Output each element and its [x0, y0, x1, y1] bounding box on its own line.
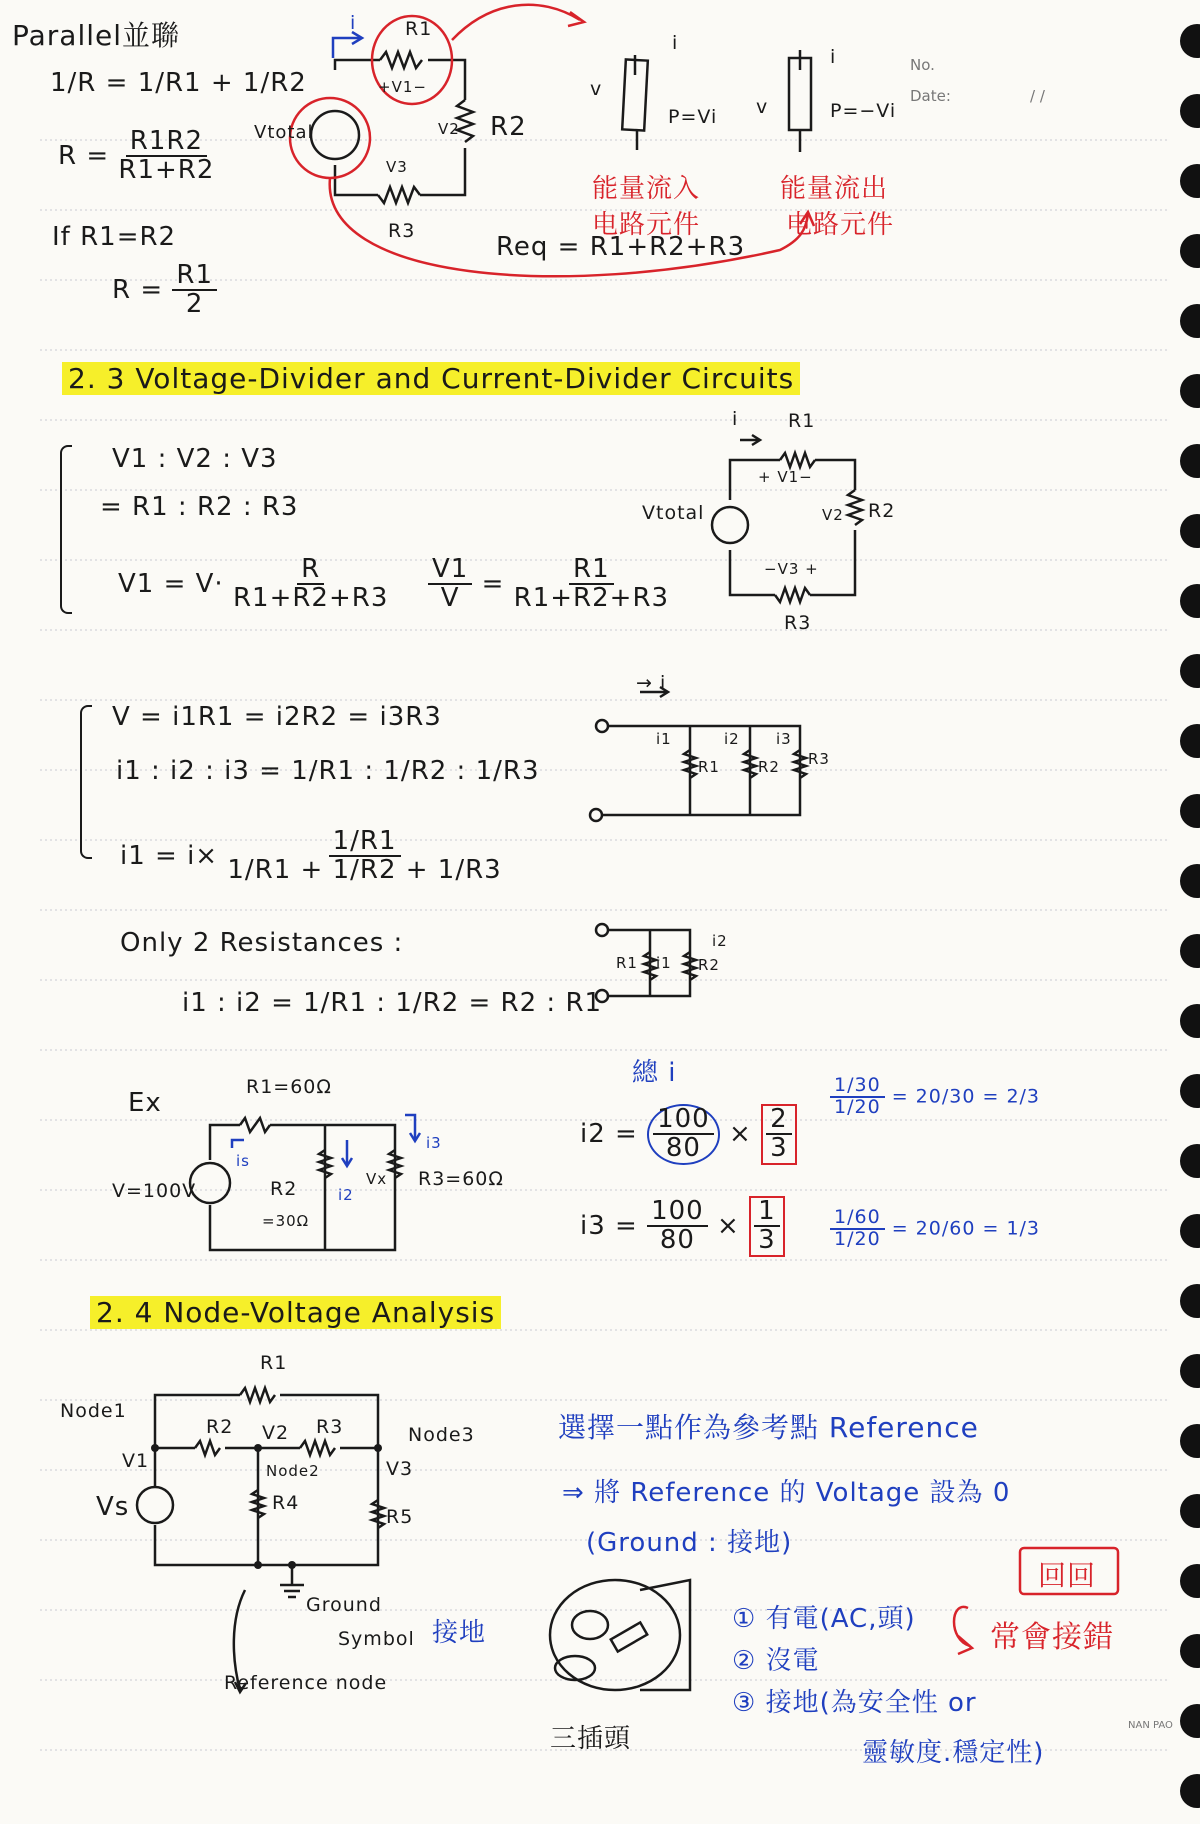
example-r2: R2: [270, 1178, 298, 1200]
example-total-i: 總 i: [632, 1058, 677, 1088]
series-v1: +V1−: [378, 78, 427, 96]
plug-label: 三插頭: [550, 1724, 632, 1754]
power-in-label1: 能量流入: [592, 174, 701, 204]
vdiv-circuit-v1: + V1−: [758, 468, 813, 486]
note-item1: ① 有電(AC,頭): [732, 1604, 916, 1634]
cdiv-line4: i1 : i2 = 1/R1 : 1/R2 = R2 : R1: [182, 988, 603, 1018]
ground-label: Ground: [306, 1594, 382, 1616]
node-r1: R1: [260, 1352, 288, 1374]
example-label: Ex: [128, 1088, 162, 1118]
node3-label: Node3: [408, 1424, 475, 1446]
example-i2: i2: [338, 1186, 354, 1204]
cdiv-line1: V = i1R1 = i2R2 = i3R3: [112, 702, 442, 732]
section-2-3-title: 2. 3 Voltage-Divider and Current-Divider Circuits: [62, 362, 800, 395]
example-ratio2: $\frac{1/60}{1/20}$ = 20/60 = 1/3: [830, 1208, 1040, 1250]
node-v1: V1: [122, 1450, 150, 1472]
power-v-in: v: [590, 78, 603, 100]
series-v2: V2: [438, 120, 460, 138]
cdiv-circuit-i1: i1: [656, 730, 672, 748]
node-r3: R3: [316, 1416, 344, 1438]
power-v-out: v: [756, 96, 769, 118]
note-box-text: 回回: [1038, 1559, 1097, 1592]
note-item2: ② 沒電: [732, 1646, 820, 1676]
series-v3: V3: [386, 158, 408, 176]
power-i-in: i: [672, 32, 679, 54]
cdiv-line3: i1 = i× $\frac{1/R1}{1/R1 + 1/R2 + 1/R3}$: [120, 826, 502, 886]
example-r3: R3=60Ω: [418, 1168, 504, 1190]
vdiv-circuit-vtotal: Vtotal: [642, 502, 705, 524]
series-req: Req = R1+R2+R3: [496, 232, 746, 262]
parallel-eq2: R = $\frac{R1R2}{R1+R2}$: [58, 126, 215, 186]
example-r1: R1=60Ω: [246, 1076, 332, 1098]
parallel-r-half: R = $\frac{R1}{2}$: [112, 262, 217, 319]
node-r5: R5: [386, 1506, 414, 1528]
symbol-label: Symbol: [338, 1628, 415, 1650]
cdiv2-r2: R2: [698, 956, 720, 974]
date-separator: / /: [1030, 87, 1045, 105]
cdiv-circuit-i2: i2: [724, 730, 740, 748]
cdiv2-i2: i2: [712, 932, 728, 950]
vdiv-circuit-v3: −V3 +: [764, 560, 819, 578]
reference-node-label: Reference node: [224, 1672, 388, 1694]
cdiv2-r1: R1: [616, 954, 638, 972]
node-v2: V2: [262, 1422, 290, 1444]
parallel-if-line: If R1=R2: [52, 222, 177, 252]
example-ratio1: $\frac{1/30}{1/20}$ = 20/30 = 2/3: [830, 1076, 1040, 1118]
jiedi-label: 接地: [432, 1618, 487, 1648]
vdiv-line2: = R1 : R2 : R3: [100, 492, 299, 522]
section-2-4-title: 2. 4 Node-Voltage Analysis: [90, 1296, 501, 1329]
vdiv-circuit-v2: V2: [822, 506, 844, 524]
node-r2: R2: [206, 1416, 234, 1438]
vdiv-line1: V1 : V2 : V3: [112, 444, 278, 474]
example-i3: i3: [426, 1134, 442, 1152]
cdiv-circuit-r3: R3: [808, 750, 830, 768]
node2-label: Node2: [266, 1462, 320, 1480]
brand-mark: NAN PAO: [1128, 1720, 1173, 1731]
node-v3: V3: [386, 1458, 414, 1480]
cdiv2-i1: i1: [656, 954, 672, 972]
series-r2: R2: [490, 112, 527, 142]
no-label: No.: [910, 56, 935, 74]
example-is: is: [236, 1152, 250, 1170]
vdiv-line4: $\frac{V1}{V}$ = $\frac{R1}{R1+R2+R3}$: [428, 556, 669, 613]
cdiv-only2: Only 2 Resistances :: [120, 928, 404, 958]
parallel-eq1: 1/R = 1/R1 + 1/R2: [50, 68, 307, 98]
cdiv-circuit-i3: i3: [776, 730, 792, 748]
power-in-label2: 电路元件: [592, 210, 701, 240]
series-r1: R1: [405, 18, 433, 40]
cdiv-circuit-i: → i: [636, 672, 667, 694]
example-r2-value: =30Ω: [262, 1212, 310, 1230]
example-v: V=100V: [112, 1180, 197, 1202]
series-current-i: i: [350, 12, 357, 34]
note-item3: ③ 接地(為安全性 or: [732, 1688, 977, 1718]
power-out-label1: 能量流出: [780, 174, 889, 204]
example-vx: Vx: [366, 1170, 388, 1188]
vdiv-circuit-i: i: [732, 408, 739, 430]
cdiv-circuit-r2: R2: [758, 758, 780, 776]
note-mistake: 常會接錯: [990, 1620, 1114, 1655]
vdiv-circuit-r2: R2: [868, 500, 896, 522]
note-line1: 選擇一點作為參考點 Reference: [558, 1411, 979, 1444]
parallel-title: Parallel並聯: [12, 19, 181, 52]
vdiv-circuit-r3: R3: [784, 612, 812, 634]
node-r4: R4: [272, 1492, 300, 1514]
power-p-out: P=−Vi: [830, 100, 897, 122]
series-r3: R3: [388, 220, 416, 242]
date-label: Date:: [910, 87, 951, 105]
cdiv-circuit-r1: R1: [698, 758, 720, 776]
power-p-in: P=Vi: [668, 106, 718, 128]
power-i-out: i: [830, 46, 837, 68]
note-line3: (Ground : 接地): [586, 1528, 793, 1558]
vdiv-line3: V1 = V· $\frac{R}{R1+R2+R3}$: [118, 554, 389, 614]
cdiv-line2: i1 : i2 : i3 = 1/R1 : 1/R2 : 1/R3: [116, 756, 540, 786]
example-i2-calc: i2 = $\frac{100}{80}$ × $\frac{2}{3}$: [580, 1104, 797, 1165]
series-vtotal: Vtotal: [254, 122, 314, 143]
vdiv-circuit-r1: R1: [788, 410, 816, 432]
note-line2: ⇒ 將 Reference 的 Voltage 設為 0: [562, 1478, 1011, 1508]
note-item3b: 靈敏度.穩定性): [862, 1738, 1045, 1768]
node-vs: Vs: [96, 1492, 130, 1522]
example-i3-calc: i3 = $\frac{100}{80}$ × $\frac{1}{3}$: [580, 1196, 785, 1257]
node1-label: Node1: [60, 1400, 127, 1422]
power-out-label2: 电路元件: [786, 210, 895, 240]
